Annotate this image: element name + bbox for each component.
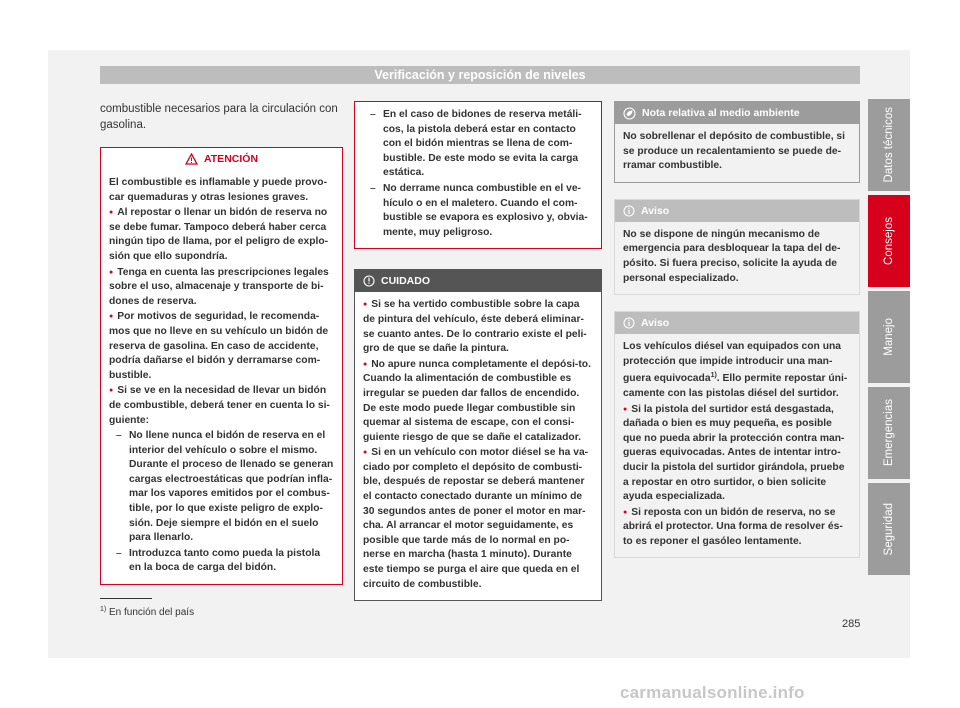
list-item: ● Al repostar o llenar un bidón de reserva no se debe fumar. Tampoco deberá haber cerca ningún tipo de llama, por el peligro de explo-sión que ello supondría.: [109, 206, 334, 264]
tab-seguridad[interactable]: Seguridad: [868, 483, 910, 575]
notice-1-title: Aviso: [641, 204, 670, 217]
page-number: 285: [842, 618, 861, 630]
list-item: ● Si la pistola del surtidor está desgastada, dañada o bien es muy pequeña, es posible que no pueda abrir la protección contra man-gueras equivocadas. Antes de intentar intro-ducir la pistola del surtidor girándola, pruebe a repostar en otro surtidor, o bien solicite ayuda especializada.: [623, 403, 851, 505]
notice-1-text: No se dispone de ningún mecanismo de emergencia para desbloquear la tapa del de-pósito. Si fuera preciso, solicite la ayuda de personal especializado.: [623, 228, 841, 284]
column-1: [100, 101, 343, 585]
notice-box-1: [614, 199, 860, 295]
notice-box-2: [614, 311, 860, 558]
warning-triangle-icon: [185, 153, 198, 165]
footnote-mark: 1): [100, 606, 107, 613]
info-circle-icon: [623, 205, 635, 217]
warning-body: [101, 170, 342, 584]
section-header: Verificación y reposición de niveles: [100, 66, 860, 84]
info-circle-icon: [623, 317, 635, 329]
environment-leaf-icon: [623, 107, 636, 120]
chapter-tabs: [868, 99, 910, 579]
list-item: – Introduzca tanto como pueda la pistola en la boca de carga del bidón.: [109, 547, 334, 576]
caution-title: CUIDADO: [381, 275, 430, 288]
environment-body: [615, 124, 859, 182]
environment-text: No sobrellenar el depósito de combustible, si se produce un recalentamiento se puede de-rramar combustible.: [623, 131, 846, 172]
list-item: ● No apure nunca completamente el depósi-to. Cuando la alimentación de combustible es irregular se pueden dar fallos de encendido. De este modo puede llegar combustible sin quemar al sistema de escape, con el consi-guiente riesgo de que se dañe el catalizador.: [363, 358, 593, 446]
list-item: – No llene nunca el bidón de reserva en el interior del vehículo o sobre el mismo. Durante el proceso de llenado se generan cargas electroestáticas que podrían infla-mar los vapores emitidos por el combus-tible, por lo que existe peligro de explo-sión. Deje siempre el bidón en el suelo para llenarlo.: [109, 429, 334, 546]
footnote-reference: 1): [710, 372, 717, 380]
footnote-text: En función del país: [109, 607, 195, 618]
warning-box-continued: [354, 101, 602, 249]
warning-title: ATENCIÓN: [203, 153, 259, 165]
list-item: – En el caso de bidones de reserva metáli-cos, la pistola deberá estar en contacto con el bidón mientras se llena de com-bustible. De este modo se evita la carga estática.: [363, 108, 593, 181]
tab-emergencias[interactable]: Emergencias: [868, 387, 910, 479]
environment-title-bar: [615, 102, 859, 124]
tab-consejos[interactable]: Consejos: [868, 195, 910, 287]
column-3: [614, 101, 860, 558]
tab-manejo[interactable]: Manejo: [868, 291, 910, 383]
column-2: [354, 101, 602, 601]
notice-1-title-bar: [615, 200, 859, 222]
notice-2-text-after: . Ello permite repostar úni-camente con las pistolas diésel del surtidor.: [623, 373, 848, 399]
info-circle-icon: [363, 275, 375, 287]
footnote-divider: [100, 598, 152, 599]
list-item: ● Si reposta con un bidón de reserva, no se abrirá el protector. Una forma de resolver és-to es reponer el gasóleo lentamente.: [623, 506, 851, 550]
notice-2-title-bar: [615, 312, 859, 334]
environment-note-box: [614, 101, 860, 183]
list-item: ● Tenga en cuenta las prescripciones legales sobre el uso, almacenaje y transporte de bi-dones de reserva.: [109, 266, 334, 310]
watermark: carmanualsonline.info: [620, 683, 805, 702]
notice-1-body: [615, 222, 859, 294]
list-item: ● Si se ve en la necesidad de llevar un bidón de combustible, deberá tener en cuenta lo si-guiente:: [109, 384, 334, 428]
footnote: [100, 606, 194, 618]
notice-2-body: [615, 334, 859, 557]
intro-text: combustible necesarios para la circulación con gasolina.: [100, 103, 338, 131]
list-item: ● Si en un vehículo con motor diésel se ha va-ciado por completo el depósito de combusti-ble, después de repostar se deberá mantener el contacto conectado durante un mínimo de 30 segundos antes de poner el motor en mar-cha. Al arrancar el motor seguidamente, es posible que tarde más de lo normal en po-nerse en marcha (hasta 1 minuto). Durante este tiempo se purga el aire que queda en el circuito de combustible.: [363, 446, 593, 592]
notice-2-text: [623, 340, 851, 401]
warning-lead: El combustible es inflamable y puede provo-car quemaduras y otras lesiones graves.: [109, 177, 327, 203]
environment-title: Nota relativa al medio ambiente: [642, 107, 800, 119]
list-item: ● Por motivos de seguridad, le recomenda-mos que no lleve en su vehículo un bidón de reserva de gasolina. En caso de accidente, podría dañarse el bidón y derramarse com-bustible.: [109, 310, 334, 383]
caution-title-bar: [355, 270, 601, 292]
warning-title-bar: [101, 148, 342, 170]
warning-continued-body: [355, 102, 601, 248]
list-item: – No derrame nunca combustible en el ve-hículo o en el maletero. Cuando el com-bustible se evapora es explosivo y, obvia-mente, muy peligroso.: [363, 182, 593, 240]
caution-box: [354, 269, 602, 601]
notice-2-title: Aviso: [641, 317, 670, 330]
warning-box: [100, 147, 343, 585]
list-item: ● Si se ha vertido combustible sobre la capa de pintura del vehículo, éste deberá eliminar-se cuanto antes. De lo contrario existe el peli-gro de que se dañe la pintura.: [363, 298, 593, 356]
notice-2-text-before: Los vehículos diésel van equipados con una protección que impide introducir una man-guera equivocada: [623, 341, 842, 385]
caution-body: [355, 292, 601, 600]
tab-datos-tecnicos[interactable]: Datos técnicos: [868, 99, 910, 191]
